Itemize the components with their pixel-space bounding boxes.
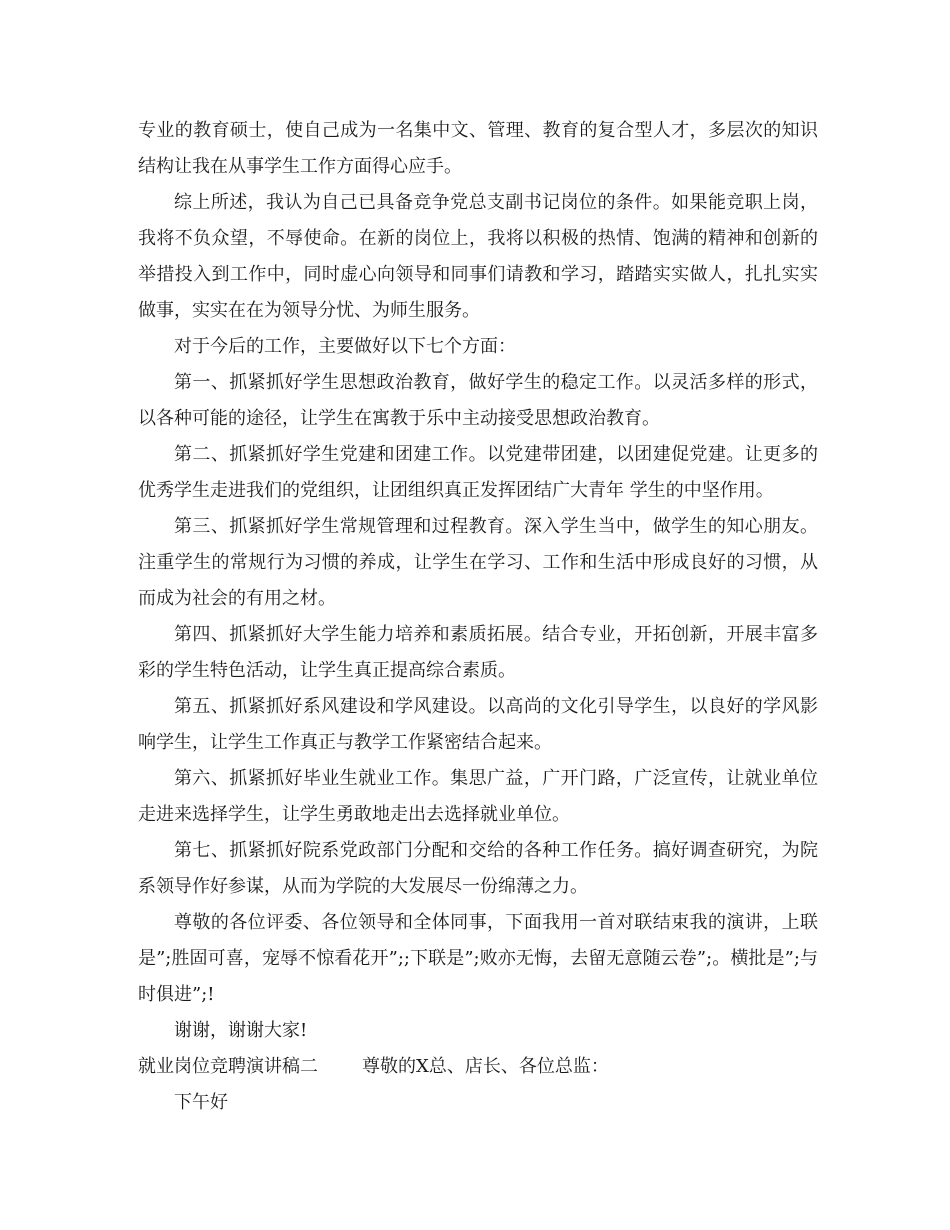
paragraph-closing-couplet: 尊敬的各位评委、各位领导和全体同事，下面我用一首对联结束我的演讲，上联是”;胜固可喜，宠辱不惊看花开”;;下联是”;败亦无悔，去留无意随云卷”;。横批是”;与时俱进”;! xyxy=(138,912,818,1005)
paragraph-point-4: 第四、抓紧抓好大学生能力培养和素质拓展。结合专业，开拓创新，开展丰富多彩的学生特色活动，让学生真正提高综合素质。 xyxy=(138,624,818,681)
paragraph-point-1: 第一、抓紧抓好学生思想政治教育，做好学生的稳定工作。以灵活多样的形式，以各种可能的途径，让学生在寓教于乐中主动接受思想政治教育。 xyxy=(138,372,818,429)
paragraph-point-6: 第六、抓紧抓好毕业生就业工作。集思广益，广开门路，广泛宣传，让就业单位走进来选择学生，让学生勇敢地走出去选择就业单位。 xyxy=(138,768,818,825)
document-body xyxy=(138,113,818,1121)
salutation: 尊敬的X总、店长、各位总监： xyxy=(362,1056,609,1077)
section-heading-line xyxy=(138,1049,818,1085)
paragraph-point-3: 第三、抓紧抓好学生常规管理和过程教育。深入学生当中，做学生的知心朋友。注重学生的常规行为习惯的养成，让学生在学习、工作和生活中形成良好的习惯，从而成为社会的有用之材。 xyxy=(138,516,818,609)
greeting: 下午好 xyxy=(174,1092,228,1113)
paragraph-summary: 综上所述，我认为自己已具备竞争党总支副书记岗位的条件。如果能竞职上岗，我将不负众望，不辱使命。在新的岗位上，我将以积极的热情、饱满的精神和创新的举措投入到工作中，同时虚心向领导和同事们请教和学习，踏踏实实做人，扎扎实实做事，实实在在为领导分忧、为师生服务。 xyxy=(138,192,818,321)
paragraph-point-2: 第二、抓紧抓好学生党建和团建工作。以党建带团建，以团建促党建。让更多的优秀学生走进我们的党组织，让团组织真正发挥团结广大青年 学生的中坚作用。 xyxy=(138,444,818,501)
paragraph-point-5: 第五、抓紧抓好系风建设和学风建设。以高尚的文化引导学生，以良好的学风影响学生，让学生工作真正与教学工作紧密结合起来。 xyxy=(138,696,818,753)
paragraph-intro-continuation: 专业的教育硕士，使自己成为一名集中文、管理、教育的复合型人才，多层次的知识结构让我在从事学生工作方面得心应手。 xyxy=(138,120,818,177)
paragraph-point-7: 第七、抓紧抓好院系党政部门分配和交给的各种工作任务。搞好调查研究，为院系领导作好参谋，从而为学院的大发展尽一份绵薄之力。 xyxy=(138,840,818,897)
paragraph-thanks: 谢谢，谢谢大家! xyxy=(174,1020,308,1041)
paragraph-future-work-intro: 对于今后的工作，主要做好以下七个方面： xyxy=(174,336,516,357)
section-title: 就业岗位竞聘演讲稿二 xyxy=(138,1056,318,1077)
